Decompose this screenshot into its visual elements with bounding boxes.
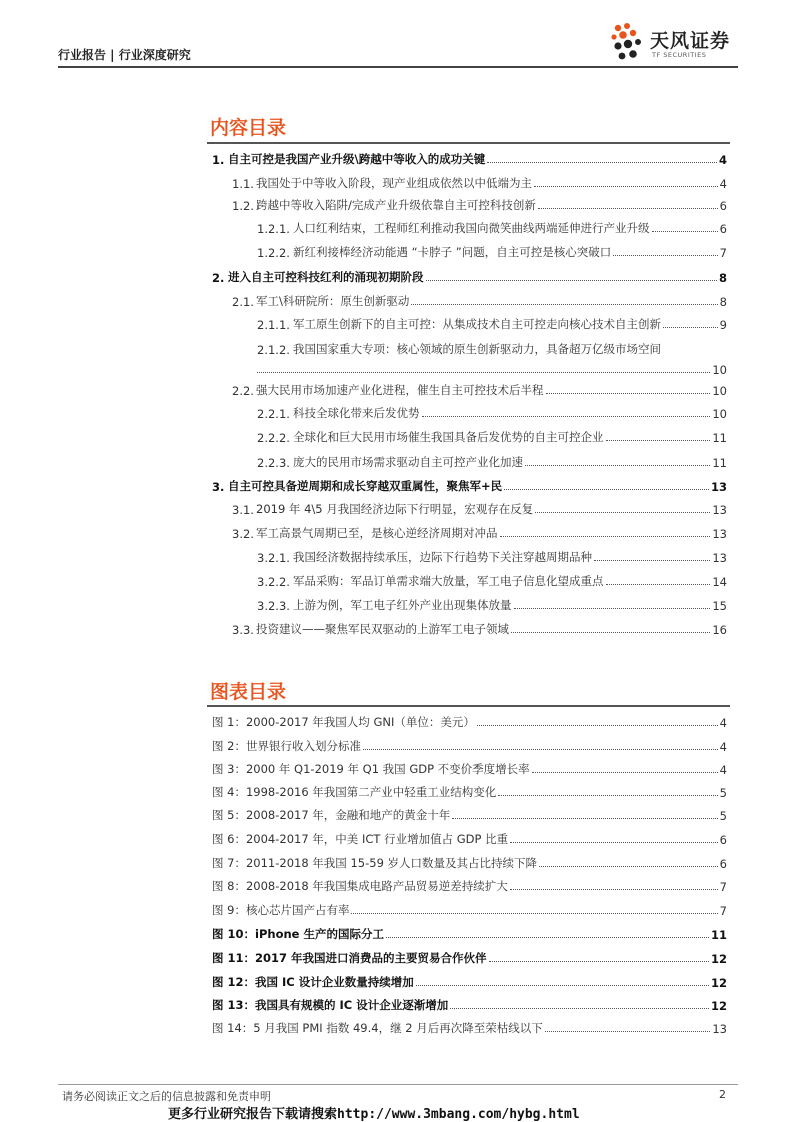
- toc-leader: [652, 231, 718, 232]
- toc-entry-label: 新红利接棒经济动能遇 “卡脖子 ”问题，自主可控是核心突破口: [293, 245, 612, 259]
- toc-entry-number: 1.2.: [232, 199, 256, 213]
- toc-entry-page: 10: [712, 384, 727, 398]
- figure-entry-label: 图 8：2008-2018 年我国集成电路产品贸易逆差持续扩大: [212, 879, 508, 893]
- toc-entry[interactable]: [232, 193, 727, 213]
- figure-entry-label: 图 1：2000-2017 年我国人均 GNI（单位：美元）: [212, 715, 475, 729]
- toc-entry-number: 3.: [212, 480, 228, 494]
- toc-entry-number: 2.2.3.: [257, 456, 293, 470]
- figure-entry-label: 图 6：2004-2017 年，中美 ICT 行业增加值占 GDP 比重: [212, 832, 509, 846]
- toc-entry-number: 2.2.: [232, 384, 256, 398]
- toc-entry-number: 2.: [212, 271, 228, 285]
- toc-entry-label: 军工\科研院所：原生创新驱动: [256, 294, 410, 308]
- toc-leader: [538, 208, 718, 209]
- toc-entry-label: 我国处于中等收入阶段，现产业组成依然以中低端为主: [256, 176, 532, 190]
- toc-leader: [426, 280, 717, 281]
- toc-title-rule: [207, 142, 730, 144]
- toc-entry-label: 军品采购：军品订单需求端大放量，军工电子信息化望成重点: [293, 574, 604, 588]
- figure-entry[interactable]: [212, 874, 727, 894]
- toc-leader: [257, 372, 710, 373]
- toc-entry-label: 人口红利结束，工程师红利推动我国向微笑曲线两端延伸进行产业升级: [293, 221, 650, 235]
- toc-leader: [514, 608, 711, 609]
- figure-entry[interactable]: [212, 757, 727, 777]
- toc-entry-page: 13: [712, 551, 727, 565]
- figure-entry[interactable]: [212, 780, 727, 800]
- toc-entry-number: 3.2.: [232, 527, 256, 541]
- figure-entry[interactable]: [212, 734, 727, 754]
- toc-entry[interactable]: [212, 147, 727, 167]
- toc-entry[interactable]: [232, 171, 727, 191]
- figure-entry-page: 12: [710, 999, 727, 1013]
- toc-entry-page: 4: [719, 177, 727, 191]
- toc-leader: [606, 440, 711, 441]
- figures-title-rule: [207, 705, 730, 707]
- toc-entry-number: 1.1.: [232, 177, 256, 191]
- toc-entry-label: 投资建议——聚焦军民双驱动的上游军工电子领域: [256, 622, 509, 636]
- promo-text: 更多行业研究报告下载请搜索: [168, 1107, 338, 1122]
- toc-entry-label: 进入自主可控科技红利的涌现初期阶段: [228, 270, 424, 284]
- toc-entry-label: 军工原生创新下的自主可控：从集成技术自主可控走向核心技术自主创新: [293, 317, 661, 331]
- figure-entry[interactable]: [212, 803, 727, 823]
- toc-entry-page: 8: [718, 271, 727, 285]
- figure-entry-label: 图 12：我国 IC 设计企业数量持续增加: [212, 975, 414, 989]
- figure-leader: [416, 985, 709, 986]
- figure-leader: [477, 725, 718, 726]
- toc-entry-page: 13: [712, 503, 727, 517]
- figure-leader: [452, 818, 717, 819]
- toc-entry-page: 11: [712, 456, 727, 470]
- toc-entry-page: 4: [718, 153, 727, 167]
- toc-entry-number: 2.1.: [232, 295, 256, 309]
- figure-leader: [351, 913, 717, 914]
- toc-entry[interactable]: [257, 312, 727, 332]
- figure-entry-label: 图 5：2008-2017 年，金融和地产的黄金十年: [212, 808, 451, 822]
- figure-entry-label: 图 4：1998-2016 年我国第二产业中轻重工业结构变化: [212, 785, 497, 799]
- figure-entry-page: 11: [710, 928, 727, 942]
- logo-mark-icon: [610, 22, 646, 64]
- toc-entry-page: 10: [712, 407, 727, 421]
- toc-entry-label: 强大民用市场加速产业化进程，催生自主可控技术后半程: [256, 383, 544, 397]
- toc-entry-label: 自主可控是我国产业升级\跨越中等收入的成功关键: [228, 152, 486, 166]
- toc-entry-number: 3.2.1.: [257, 551, 293, 565]
- toc-entry-label: 自主可控具备逆周期和成长穿越双重属性，聚焦军+民: [228, 479, 503, 493]
- toc-entry-page: 7: [719, 246, 727, 260]
- toc-entry-number: 2.1.1.: [257, 318, 293, 332]
- figure-leader: [539, 866, 718, 867]
- toc-entry[interactable]: [257, 425, 727, 445]
- figure-entry[interactable]: [212, 993, 727, 1013]
- toc-entry[interactable]: [212, 474, 727, 494]
- figure-leader: [450, 1008, 709, 1009]
- toc-entry-label: 上游为例，军工电子红外产业出现集体放量: [293, 598, 512, 612]
- header-label: 行业报告 | 行业深度研究: [58, 48, 191, 62]
- toc-entry[interactable]: [257, 240, 727, 260]
- toc-entry-page: 16: [712, 623, 727, 637]
- toc-entry-page: 6: [719, 222, 727, 236]
- toc-entry-label: 庞大的民用市场需求驱动自主可控产业化加速: [293, 455, 523, 469]
- figure-leader: [363, 749, 718, 750]
- toc-entry-number: 1.2.2.: [257, 246, 293, 260]
- toc-entry-number: 2.2.2.: [257, 431, 293, 445]
- toc-entry-number: 3.2.2.: [257, 575, 293, 589]
- figure-leader: [498, 795, 717, 796]
- toc-leader: [511, 632, 710, 633]
- toc-entry-label: 我国经济数据持续承压，边际下行趋势下关注穿越周期品种: [293, 550, 592, 564]
- figure-entry-page: 12: [710, 952, 727, 966]
- toc-entry-continuation: [257, 357, 727, 377]
- figure-leader: [386, 937, 709, 938]
- toc-entry-number: 2.1.2.: [257, 343, 293, 357]
- figure-entry[interactable]: [212, 898, 727, 918]
- figures-title: 图表目录: [210, 681, 287, 703]
- footer-promo: [168, 1103, 580, 1122]
- figure-entry-page: 6: [719, 833, 727, 847]
- toc-entry-page: 10: [712, 363, 727, 377]
- toc-entry[interactable]: [232, 289, 727, 309]
- toc-entry[interactable]: [257, 337, 727, 357]
- figure-entry-page: 7: [719, 904, 727, 918]
- toc-leader: [411, 304, 717, 305]
- toc-entry-number: 1.2.1.: [257, 222, 293, 236]
- footer-divider: [58, 1084, 738, 1085]
- footer-disclaimer: 请务必阅读正文之后的信息披露和免责申明: [62, 1090, 271, 1103]
- toc-entry[interactable]: [257, 569, 727, 589]
- figure-entry-label: 图 11：2017 年我国进口消费品的主要贸易合作伙伴: [212, 951, 487, 965]
- toc-entry-page: 13: [710, 480, 727, 494]
- logo-text-en: TF SECURITIES: [652, 51, 707, 59]
- toc-entry-label: 2019 年 4\5 月我国经济边际下行明显，宏观存在反复: [256, 502, 534, 516]
- toc-entry[interactable]: [232, 617, 727, 637]
- toc-entry-page: 9: [719, 318, 727, 332]
- toc-leader: [422, 416, 711, 417]
- figure-entry-page: 13: [712, 1022, 727, 1036]
- figure-entry-page: 12: [710, 976, 727, 990]
- toc-entry-label: 军工高景气周期已至，是核心逆经济周期对冲品: [256, 526, 498, 540]
- figure-entry-label: 图 2：世界银行收入划分标准: [212, 739, 361, 753]
- toc-entry[interactable]: [232, 497, 727, 517]
- toc-entry[interactable]: [257, 401, 727, 421]
- toc-entry-number: 2.2.1.: [257, 407, 293, 421]
- toc-leader: [525, 465, 710, 466]
- toc-entry[interactable]: [257, 545, 727, 565]
- toc-entry-label: 全球化和巨大民用市场催生我国具备后发优势的自主可控企业: [293, 430, 604, 444]
- toc-entry[interactable]: [257, 450, 727, 470]
- figure-entry-label: 图 10：iPhone 生产的国际分工: [212, 927, 384, 941]
- figure-entry[interactable]: [212, 946, 727, 966]
- toc-leader: [546, 393, 711, 394]
- promo-link[interactable]: http://www.3mbang.com/hybg.html: [337, 1107, 580, 1122]
- figure-entry-label: 图 13：我国具有规模的 IC 设计企业逐渐增加: [212, 998, 449, 1012]
- figure-entry[interactable]: [212, 922, 727, 942]
- figure-leader: [489, 961, 709, 962]
- toc-leader: [535, 512, 710, 513]
- toc-title: 内容目录: [210, 117, 287, 139]
- toc-leader: [500, 536, 711, 537]
- toc-entry[interactable]: [212, 265, 727, 285]
- toc-leader: [613, 255, 717, 256]
- figure-entry-label: 图 3：2000 年 Q1-2019 年 Q1 我国 GDP 不变价季度增长率: [212, 762, 530, 776]
- figure-entry[interactable]: [212, 970, 727, 990]
- toc-leader: [534, 186, 718, 187]
- figure-entry[interactable]: [212, 827, 727, 847]
- toc-leader: [487, 162, 717, 163]
- logo-text-cn: 天风证券: [650, 30, 731, 52]
- toc-entry-page: 14: [712, 575, 727, 589]
- toc-entry-label: 科技全球化带来后发优势: [293, 406, 420, 420]
- figure-entry[interactable]: [212, 1016, 727, 1036]
- toc-entry-page: 13: [712, 527, 727, 541]
- header-divider: [58, 66, 738, 68]
- toc-entry-number: 3.2.3.: [257, 599, 293, 613]
- figure-entry-label: 图 14：5 月我国 PMI 指数 49.4，继 2 月后再次降至荣枯线以下: [212, 1021, 543, 1035]
- figure-entry[interactable]: [212, 710, 727, 730]
- toc-entry[interactable]: [232, 378, 727, 398]
- toc-entry-number: 3.3.: [232, 623, 256, 637]
- page-number: 2: [719, 1088, 726, 1101]
- figure-entry-label: 图 9：核心芯片国产占有率: [212, 903, 350, 917]
- toc-entry-page: 11: [712, 431, 727, 445]
- figure-leader: [510, 842, 718, 843]
- toc-entry-page: 6: [719, 199, 727, 213]
- figure-entry-page: 7: [719, 880, 727, 894]
- toc-entry-number: 3.1.: [232, 503, 256, 517]
- toc-entry-label: 跨越中等收入陷阱/完成产业升级依靠自主可控科技创新: [256, 198, 536, 212]
- toc-leader: [504, 489, 709, 490]
- page-header: [58, 0, 738, 70]
- toc-entry[interactable]: [232, 521, 727, 541]
- toc-leader: [663, 327, 718, 328]
- toc-entry-number: 1.: [212, 153, 228, 167]
- figure-entry-page: 5: [719, 809, 727, 823]
- toc-leader: [606, 584, 711, 585]
- figure-entry-page: 4: [719, 763, 727, 777]
- toc-entry[interactable]: [257, 216, 727, 236]
- figure-leader: [510, 889, 718, 890]
- figure-entry[interactable]: [212, 851, 727, 871]
- toc-entry-page: 15: [712, 599, 727, 613]
- toc-leader: [594, 560, 710, 561]
- figure-entry-page: 5: [719, 786, 727, 800]
- toc-entry-page: 8: [719, 295, 727, 309]
- company-logo: [610, 22, 730, 64]
- figure-entry-page: 6: [719, 857, 727, 871]
- toc-entry-label: 我国国家重大专项：核心领域的原生创新驱动力，具备超万亿级市场空间: [293, 342, 661, 356]
- figure-entry-label: 图 7：2011-2018 年我国 15-59 岁人口数量及其占比持续下降: [212, 856, 538, 870]
- figure-entry-page: 4: [719, 716, 727, 730]
- figure-leader: [532, 772, 718, 773]
- toc-entry[interactable]: [257, 593, 727, 613]
- figure-entry-page: 4: [719, 740, 727, 754]
- figure-leader: [545, 1031, 711, 1032]
